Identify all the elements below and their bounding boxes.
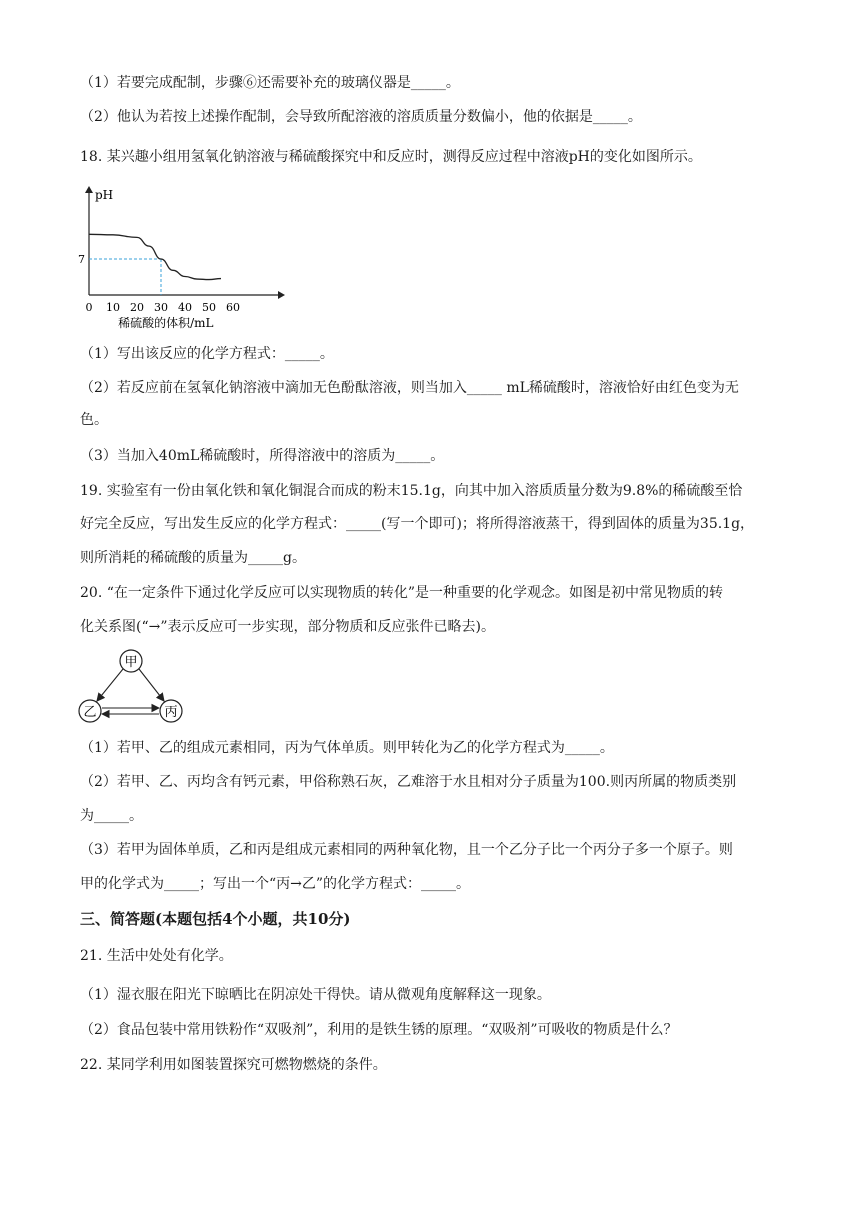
x-tick-label: 30 (154, 301, 168, 314)
x-tick-label: 20 (130, 301, 144, 314)
conversion-diagram (76, 646, 186, 726)
x-tick-label: 0 (85, 301, 93, 314)
x-tick-label: 50 (202, 301, 216, 314)
node-jia-label: 甲 (124, 655, 138, 670)
node-yi-label: 乙 (83, 705, 97, 720)
q19-line2: 好完全反应，写出发生反应的化学方程式：_____(写一个即可)；将所得溶液蒸干，得到固体的质量为35.1g， (80, 516, 755, 532)
q17-part2: （2）他认为若按上述操作配制，会导致所配溶液的溶质质量分数偏小，他的依据是_____。 (80, 109, 642, 125)
x-tick-label: 40 (178, 301, 192, 314)
q20-line2: 化关系图(“→”表示反应可一步实现，部分物质和反应张件已略去)。 (80, 619, 495, 635)
q17-part1: （1）若要完成配制，步骤⑥还需要补充的玻璃仪器是_____。 (80, 75, 460, 91)
node-yi (79, 700, 101, 722)
q20-part2-line2: 为_____。 (80, 808, 143, 824)
y-tick-label: 7 (78, 253, 85, 266)
q20-part3-line2: 甲的化学式为_____；写出一个“丙→乙”的化学方程式：_____。 (80, 876, 471, 892)
arrow-jia-to-bing (139, 669, 164, 701)
section-3-heading: 三、简答题(本题包括4个小题，共10分) (80, 910, 351, 928)
node-jia (120, 650, 142, 672)
x-tick-label: 10 (106, 301, 120, 314)
q18-part2-line1: （2）若反应前在氢氧化钠溶液中滴加无色酚酞溶液，则当加入_____ mL稀硫酸时，溶液恰好由红色变为无 (80, 380, 739, 396)
q18-part2-line2: 色。 (80, 412, 108, 428)
node-bing-label: 丙 (164, 705, 178, 720)
x-axis-label: 稀硫酸的体积/mL (118, 316, 214, 330)
q22-stem: 22. 某同学利用如图装置探究可燃物燃烧的条件。 (80, 1057, 387, 1073)
q21-stem: 21. 生活中处处有化学。 (80, 948, 233, 964)
y-axis-label: pH (95, 188, 114, 202)
node-bing (160, 700, 182, 722)
q20-part1: （1）若甲、乙的组成元素相同，丙为气体单质。则甲转化为乙的化学方程式为_____。 (80, 740, 614, 756)
q18-part3: （3）当加入40mL稀硫酸时，所得溶液中的溶质为_____。 (80, 448, 445, 464)
q18-part1: （1）写出该反应的化学方程式：_____。 (80, 346, 334, 362)
ph-curve (89, 234, 221, 279)
x-axis-arrow (278, 291, 285, 299)
q21-part2: （2）食品包装中常用铁粉作“双吸剂”，利用的是铁生锈的原理。“双吸剂”可吸收的物质是什么？ (80, 1022, 678, 1038)
ph-chart (78, 182, 308, 332)
q20-part3-line1: （3）若甲为固体单质，乙和丙是组成元素相同的两种氧化物，且一个乙分子比一个丙分子多一个原子。则 (80, 842, 733, 858)
q19-line1: 19. 实验室有一份由氧化铁和氧化铜混合而成的粉末15.1g，向其中加入溶质质量分数为9.8%的稀硫酸至恰 (80, 483, 743, 499)
x-tick-label: 60 (226, 301, 240, 314)
q21-part1: （1）湿衣服在阳光下晾晒比在阴凉处干得快。请从微观角度解释这一现象。 (80, 987, 551, 1003)
q20-line1: 20. “在一定条件下通过化学反应可以实现物质的转化”是一种重要的化学观念。如图是初中常见物质的转 (80, 585, 724, 601)
arrow-jia-to-yi (97, 669, 123, 701)
q18-stem: 18. 某兴趣小组用氢氧化钠溶液与稀硫酸探究中和反应时，测得反应过程中溶液pH的变化如图所示。 (80, 149, 702, 165)
y-axis-arrow (85, 186, 93, 193)
q19-line3: 则所消耗的稀硫酸的质量为_____g。 (80, 550, 306, 566)
q20-part2-line1: （2）若甲、乙、丙均含有钙元素，甲俗称熟石灰，乙难溶于水且相对分子质量为100.则丙所属的物质类别 (80, 774, 737, 790)
